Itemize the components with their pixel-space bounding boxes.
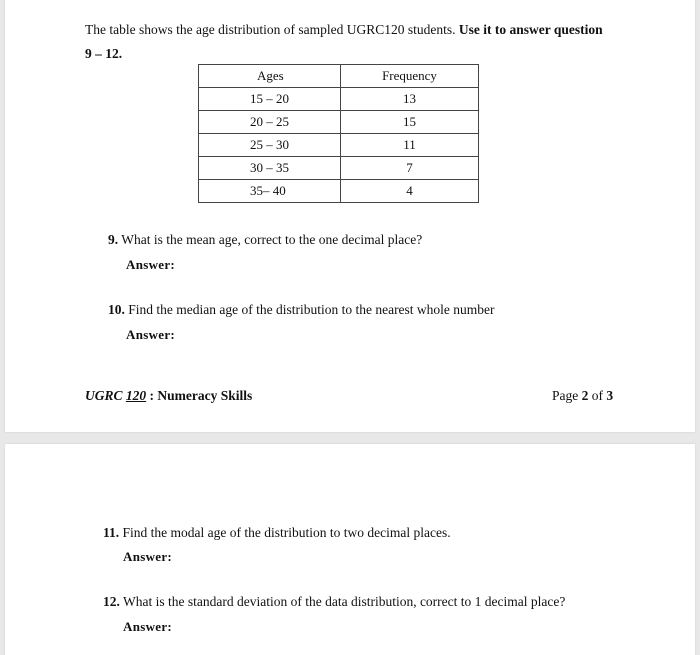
question-12 (103, 594, 565, 610)
column-header-ages: Ages (199, 65, 341, 88)
question-text: What is the standard deviation of the data distribution, correct to 1 decimal place? (123, 594, 566, 609)
course-suffix: : Numeracy Skills (146, 388, 253, 403)
question-text: Find the median age of the distribution to the nearest whole number (128, 302, 495, 317)
cell-frequency: 15 (341, 111, 479, 134)
question-9 (108, 232, 422, 248)
cell-ages: 20 – 25 (199, 111, 341, 134)
question-text: Find the modal age of the distribution to two decimal places. (122, 525, 451, 540)
table-row (199, 157, 479, 180)
question-number: 11. (103, 525, 120, 540)
question-number: 12. (103, 594, 120, 609)
table-header-row (199, 65, 479, 88)
table-row (199, 88, 479, 111)
question-10 (108, 302, 495, 318)
cell-frequency: 7 (341, 157, 479, 180)
intro-range: 9 – 12. (85, 46, 123, 61)
intro-paragraph (85, 18, 625, 66)
cell-ages: 30 – 35 (199, 157, 341, 180)
footer-course (85, 388, 252, 404)
intro-bold: Use it to answer question (458, 22, 603, 37)
cell-frequency: 4 (341, 180, 479, 203)
document-page-2 (5, 444, 695, 655)
course-prefix: UGRC (85, 388, 126, 403)
column-header-frequency: Frequency (341, 65, 479, 88)
footer-page-number (552, 388, 613, 404)
question-text: What is the mean age, correct to the one decimal place? (121, 232, 423, 247)
page-total: 3 (606, 388, 614, 403)
page-num: 2 (581, 388, 589, 403)
question-number: 10. (108, 302, 125, 317)
table-row (199, 134, 479, 157)
course-code: 120 (125, 388, 147, 403)
intro-text: The table shows the age distribution of sampled UGRC120 students. (85, 22, 459, 37)
question-11 (103, 525, 451, 541)
page-mid: of (588, 388, 607, 403)
answer-label-9: Answer: (126, 257, 176, 272)
answer-label-10: Answer: (126, 327, 176, 342)
page-prefix: Page (552, 388, 582, 403)
age-distribution-table (198, 64, 479, 203)
table-row (199, 180, 479, 203)
cell-ages: 35– 40 (199, 180, 341, 203)
cell-frequency: 11 (341, 134, 479, 157)
cell-ages: 25 – 30 (199, 134, 341, 157)
cell-frequency: 13 (341, 88, 479, 111)
answer-label-11: Answer: (123, 549, 173, 564)
answer-label-12: Answer: (123, 619, 173, 634)
question-number: 9. (108, 232, 119, 247)
cell-ages: 15 – 20 (199, 88, 341, 111)
document-page-1 (5, 0, 695, 432)
table-row (199, 111, 479, 134)
